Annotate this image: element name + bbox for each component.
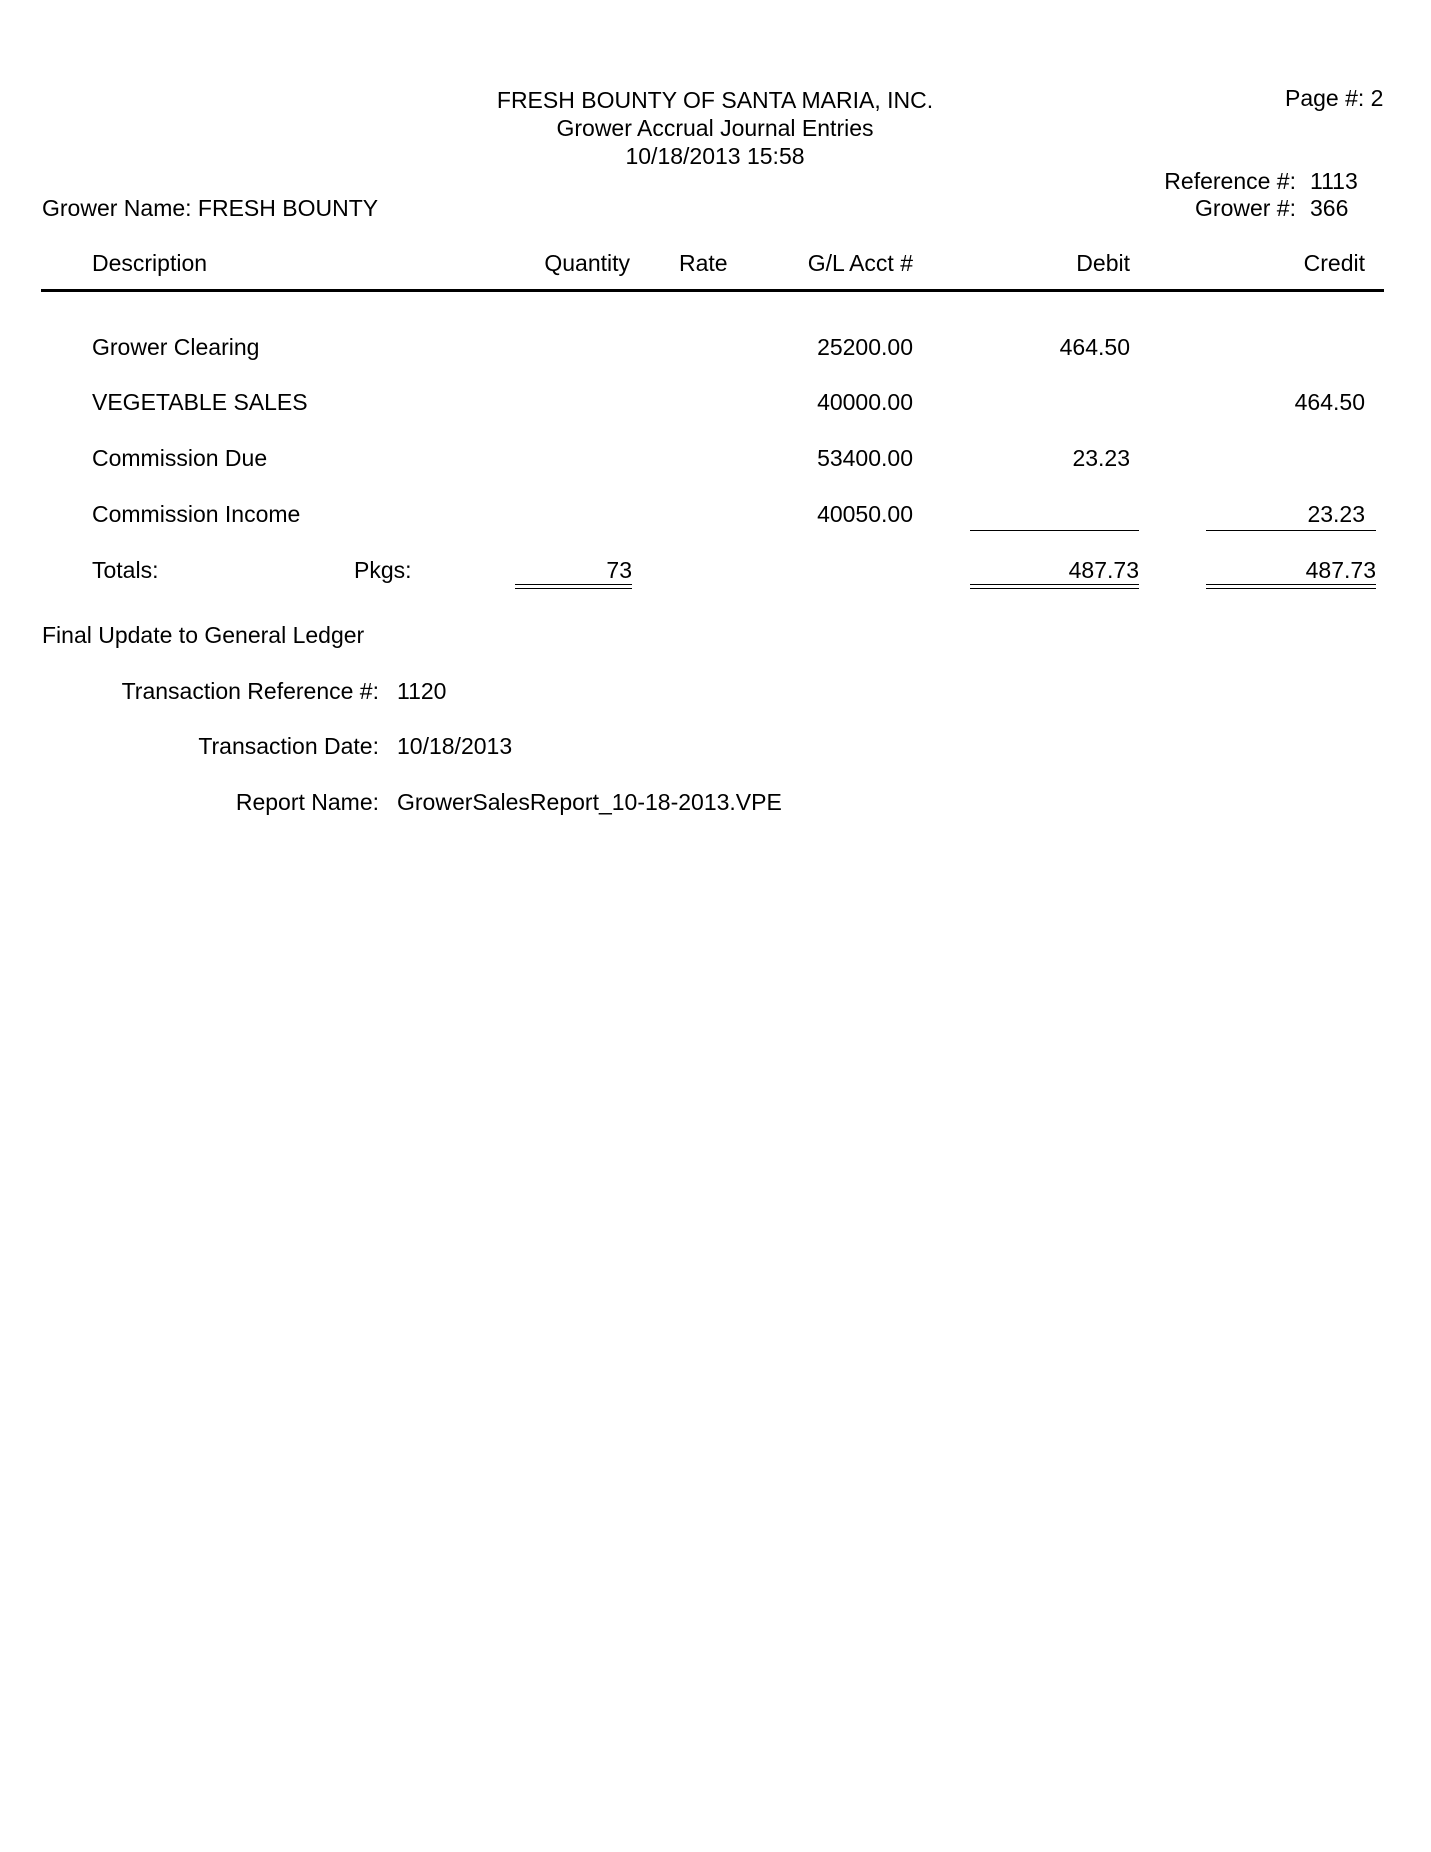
pkgs-label: Pkgs: bbox=[354, 557, 412, 583]
row-gl-acct: 40000.00 bbox=[817, 389, 913, 415]
report-title-block bbox=[440, 86, 990, 170]
report-title: Grower Accrual Journal Entries bbox=[556, 115, 874, 141]
report-datetime: 10/18/2013 15:58 bbox=[625, 143, 805, 169]
quantity-total-double-rule bbox=[515, 584, 632, 589]
row-description: Commission Income bbox=[92, 501, 301, 527]
txn-ref-label: Transaction Reference #: bbox=[121, 678, 379, 704]
row-description: Grower Clearing bbox=[92, 334, 260, 360]
row-gl-acct: 25200.00 bbox=[817, 334, 913, 360]
col-credit: Credit bbox=[1303, 250, 1365, 276]
credit-subtotal-rule bbox=[1206, 530, 1376, 531]
totals-debit: 487.73 bbox=[1068, 557, 1139, 583]
row-description: Commission Due bbox=[92, 445, 268, 471]
totals-quantity: 73 bbox=[606, 557, 632, 583]
report-name-value: GrowerSalesReport_10-18-2013.VPE bbox=[397, 789, 782, 815]
txn-date-label: Transaction Date: bbox=[198, 733, 379, 759]
header-rule bbox=[41, 289, 1384, 292]
grower-name: Grower Name: FRESH BOUNTY bbox=[42, 195, 379, 221]
row-debit: 23.23 bbox=[1072, 445, 1130, 471]
page-number: Page #: 2 bbox=[1285, 85, 1384, 111]
row-description: VEGETABLE SALES bbox=[92, 389, 308, 415]
col-description: Description bbox=[92, 250, 208, 276]
final-update-heading: Final Update to General Ledger bbox=[42, 622, 365, 648]
credit-total-double-rule bbox=[1206, 584, 1376, 589]
totals-label: Totals: bbox=[92, 557, 159, 583]
row-credit: 23.23 bbox=[1307, 501, 1365, 527]
grower-number-label: Grower #: bbox=[1195, 195, 1296, 221]
grower-number-value: 366 bbox=[1310, 195, 1349, 221]
col-quantity: Quantity bbox=[544, 250, 630, 276]
company-name: FRESH BOUNTY OF SANTA MARIA, INC. bbox=[496, 87, 934, 113]
col-debit: Debit bbox=[1076, 250, 1130, 276]
row-debit: 464.50 bbox=[1059, 334, 1130, 360]
reference-value: 1113 bbox=[1310, 168, 1358, 194]
col-rate: Rate bbox=[679, 250, 728, 276]
col-gl-acct: G/L Acct # bbox=[807, 250, 913, 276]
txn-ref-value: 1120 bbox=[397, 678, 447, 704]
totals-credit: 487.73 bbox=[1305, 557, 1376, 583]
debit-subtotal-rule bbox=[970, 530, 1139, 531]
row-gl-acct: 53400.00 bbox=[817, 445, 913, 471]
row-gl-acct: 40050.00 bbox=[817, 501, 913, 527]
reference-label: Reference #: bbox=[1164, 168, 1296, 194]
debit-total-double-rule bbox=[970, 584, 1139, 589]
row-credit: 464.50 bbox=[1294, 389, 1365, 415]
report-name-label: Report Name: bbox=[235, 789, 379, 815]
txn-date-value: 10/18/2013 bbox=[397, 733, 513, 759]
